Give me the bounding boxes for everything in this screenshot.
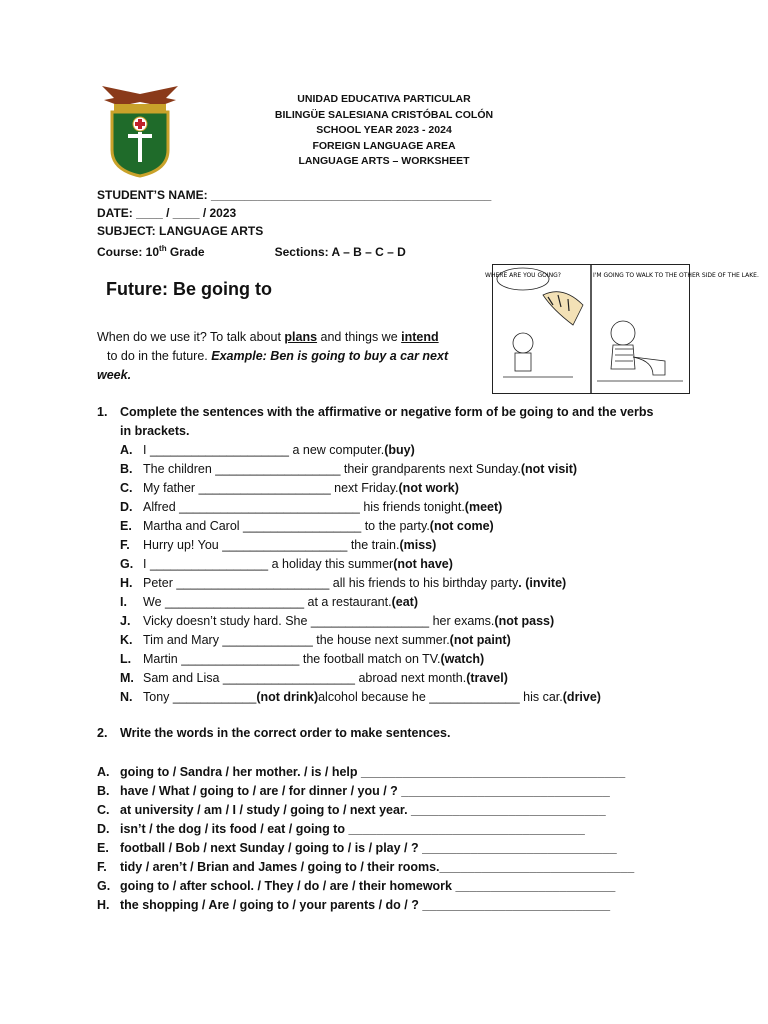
exercise-2-item[interactable]	[97, 763, 634, 782]
item-letter: A.	[120, 443, 133, 457]
item-verb: (not pass)	[494, 614, 555, 628]
exercise-1-item[interactable]	[97, 631, 657, 650]
item-letter: B.	[97, 784, 110, 798]
question-1-text: Complete the sentences with the affirmative or negative form of be going to and the verbs in brackets.	[120, 405, 654, 438]
item-text: have / What / going to / are / for dinner / you / ? ______________________________	[120, 784, 610, 798]
question-2-text: Write the words in the correct order to make sentences.	[120, 726, 451, 740]
item-letter: F.	[97, 860, 107, 874]
worksheet-title: Future: Be going to	[106, 279, 272, 299]
item-verb: (not work)	[398, 481, 459, 495]
item-verb: (travel)	[466, 671, 508, 685]
item-text: Tim and Mary _____________ the house next summer.	[143, 633, 450, 647]
comic-bubble-2: I'M GOING TO WALK TO THE OTHER SIDE OF THE LAKE.	[593, 272, 759, 279]
subject-line: SUBJECT: LANGUAGE ARTS	[97, 224, 264, 238]
item-text: Martha and Carol _________________ to the party.	[143, 519, 430, 533]
item-verb: (not come)	[429, 519, 494, 533]
intro-text-1: When do we use it? To talk about	[97, 330, 285, 344]
item-letter: H.	[120, 576, 133, 590]
item-letter: K.	[120, 633, 133, 647]
school-header	[0, 92, 768, 170]
item-text: going to / Sandra / her mother. / is / help ______________________________________	[120, 765, 626, 779]
item-verb: (watch)	[440, 652, 485, 666]
question-2-heading	[97, 724, 450, 743]
item-text: My father ___________________ next Friday.	[143, 481, 399, 495]
item-text: the shopping / Are / going to / your parents / do / ? ___________________________	[120, 898, 611, 912]
item-letter: H.	[97, 898, 110, 912]
item-verb: (not drink)	[256, 690, 319, 704]
item-text: at university / am / I / study / going to / next year. ____________________________	[120, 803, 606, 817]
exercise-1-item[interactable]	[97, 669, 657, 688]
exercise-1-item[interactable]	[97, 555, 657, 574]
exercise-1-item[interactable]	[97, 574, 657, 593]
item-verb: . (invite)	[518, 576, 567, 590]
item-text: Peter ______________________ all his friends to his birthday party	[143, 576, 519, 590]
exercise-1-item[interactable]	[97, 650, 657, 669]
sections-line: Sections: A – B – C – D	[274, 245, 406, 259]
item-text: football / Bob / next Sunday / going to / is / play / ? ____________________________	[120, 841, 617, 855]
item-text: Sam and Lisa ___________________ abroad next month.	[143, 671, 467, 685]
intro-paragraph	[97, 328, 477, 385]
student-name-field[interactable]: STUDENT’S NAME: __________________________________________	[97, 188, 492, 202]
item-text: We ____________________ at a restaurant.	[143, 595, 392, 609]
item-verb: (eat)	[391, 595, 418, 609]
exercise-2-item[interactable]	[97, 896, 634, 915]
header-line-3: SCHOOL YEAR 2023 - 2024	[316, 124, 452, 136]
item-verb: (meet)	[464, 500, 503, 514]
exercise-2-item[interactable]	[97, 820, 634, 839]
header-line-1: UNIDAD EDUCATIVA PARTICULAR	[297, 93, 471, 105]
exercise-1-item[interactable]	[97, 612, 657, 631]
student-info	[97, 186, 491, 261]
item-letter: J.	[120, 614, 131, 628]
item-letter: B.	[120, 462, 133, 476]
question-1-list	[97, 441, 657, 707]
item-text: Martin _________________ the football match on TV.	[143, 652, 441, 666]
item-verb-2: (drive)	[562, 690, 601, 704]
exercise-1-item[interactable]	[97, 593, 657, 612]
question-1-number: 1.	[97, 405, 108, 419]
item-verb: (not visit)	[520, 462, 578, 476]
exercise-2-item[interactable]	[97, 839, 634, 858]
item-letter: D.	[97, 822, 110, 836]
item-letter: C.	[120, 481, 133, 495]
item-text: Tony ____________	[143, 690, 257, 704]
header-line-5: LANGUAGE ARTS – WORKSHEET	[298, 155, 470, 167]
intro-plans: plans	[284, 330, 318, 344]
item-letter: G.	[97, 879, 111, 893]
comic-bubble-1: WHERE ARE YOU GOING?	[485, 272, 561, 279]
item-letter: D.	[120, 500, 133, 514]
exercise-2-item[interactable]	[97, 801, 634, 820]
item-letter: E.	[97, 841, 109, 855]
item-text: I _________________ a holiday this summer	[143, 557, 394, 571]
question-2-list	[97, 763, 634, 915]
question-1-heading	[97, 403, 657, 441]
exercise-1-item[interactable]	[97, 536, 657, 555]
item-text: Vicky doesn’t study hard. She _________________ her exams.	[143, 614, 495, 628]
item-letter: M.	[120, 671, 134, 685]
exercise-2-item[interactable]	[97, 877, 634, 896]
question-2-number: 2.	[97, 726, 108, 740]
intro-text-3: to do in the future.	[107, 349, 212, 363]
item-letter: E.	[120, 519, 132, 533]
exercise-1-item[interactable]	[97, 688, 657, 707]
intro-intend: intend	[401, 330, 439, 344]
intro-example: Example: Ben is going to buy a car next week.	[97, 349, 449, 382]
comic-strip-image	[485, 264, 759, 394]
exercise-2-item[interactable]	[97, 858, 634, 877]
item-letter: L.	[120, 652, 132, 666]
date-field[interactable]: DATE: ____ / ____ / 2023	[97, 206, 237, 220]
item-letter: F.	[120, 538, 130, 552]
exercise-1-item[interactable]	[97, 517, 657, 536]
item-verb: (miss)	[399, 538, 437, 552]
question-1	[97, 403, 657, 707]
item-letter: C.	[97, 803, 110, 817]
exercise-1-item[interactable]	[97, 479, 657, 498]
item-verb: (not have)	[393, 557, 453, 571]
course-suffix: Grade	[166, 245, 205, 259]
item-text-2: alcohol because he _____________ his car.	[318, 690, 563, 704]
exercise-1-item[interactable]	[97, 498, 657, 517]
item-letter: G.	[120, 557, 134, 571]
item-verb: (not paint)	[449, 633, 511, 647]
course-prefix: Course: 10	[97, 245, 160, 259]
item-text: Alfred __________________________ his friends tonight.	[143, 500, 465, 514]
header-line-2: BILINGÜE SALESIANA CRISTÓBAL COLÓN	[274, 108, 494, 121]
item-letter: N.	[120, 690, 133, 704]
intro-text-2: and things we	[317, 330, 402, 344]
exercise-2-item[interactable]	[97, 782, 634, 801]
item-text: tidy / aren’t / Brian and James / going to / their rooms.____________________________	[120, 860, 635, 874]
item-text: The children __________________ their grandparents next Sunday.	[143, 462, 521, 476]
item-text: going to / after school. / They / do / are / their homework _______________________	[120, 879, 616, 893]
item-letter: A.	[97, 765, 110, 779]
item-text: isn’t / the dog / its food / eat / going to __________________________________	[120, 822, 585, 836]
course-sup: th	[159, 244, 167, 253]
exercise-1-item[interactable]	[97, 441, 657, 460]
item-text: I ____________________ a new computer.	[143, 443, 385, 457]
item-verb: (buy)	[384, 443, 415, 457]
item-letter: I.	[120, 595, 127, 609]
item-text: Hurry up! You __________________ the train.	[143, 538, 400, 552]
header-line-4: FOREIGN LANGUAGE AREA	[312, 139, 456, 152]
exercise-1-item[interactable]	[97, 460, 657, 479]
course-line	[97, 240, 491, 261]
